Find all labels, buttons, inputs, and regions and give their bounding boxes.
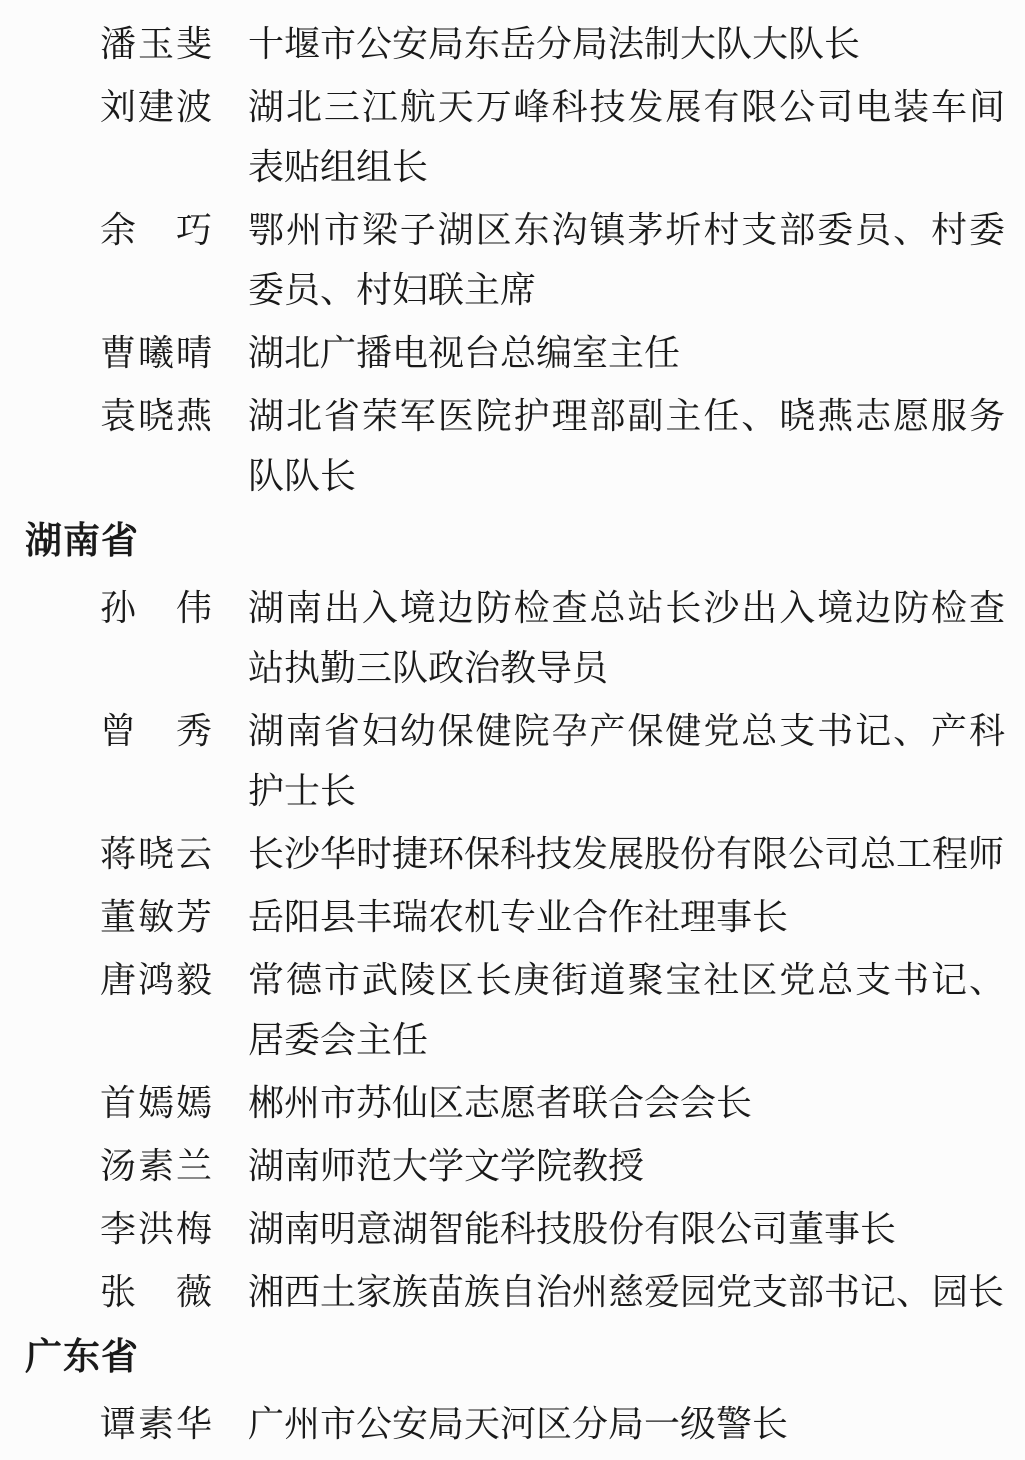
honoree-title <box>248 1394 1005 1454</box>
honoree-title <box>248 1073 1005 1133</box>
honoree-title-line: 鄂州市梁子湖区东沟镇茅圻村支部委员、村委 <box>248 210 1005 250</box>
honoree-entry <box>100 14 1025 74</box>
honoree-title-line: 护士长 <box>248 771 357 811</box>
honoree-entry <box>100 1073 1025 1133</box>
honoree-name: 李洪梅 <box>100 1209 212 1249</box>
honoree-title <box>248 386 1005 506</box>
honoree-title <box>248 701 1005 821</box>
honoree-name: 谭素华 <box>100 1404 212 1444</box>
honoree-entry <box>100 386 1025 506</box>
honoree-entry <box>100 77 1025 197</box>
honoree-name: 袁晓燕 <box>100 396 212 436</box>
honoree-title <box>248 323 1005 383</box>
honoree-title <box>248 1136 1005 1196</box>
honoree-title-line: 湘西土家族苗族自治州慈爱园党支部书记、园长 <box>248 1272 1005 1312</box>
honoree-entry <box>100 1136 1025 1196</box>
honoree-name: 曹曦晴 <box>100 333 212 373</box>
honoree-title-line: 站执勤三队政治教导员 <box>248 648 609 688</box>
honoree-entry <box>100 950 1025 1070</box>
honoree-title-line: 表贴组组长 <box>248 147 429 187</box>
honoree-title <box>248 1262 1005 1322</box>
honoree-name: 张 薇 <box>100 1272 212 1312</box>
honoree-entry <box>100 200 1025 320</box>
honoree-title-line: 湖南出入境边防检查总站长沙出入境边防检查 <box>248 588 1005 628</box>
honoree-name: 曾 秀 <box>100 711 212 751</box>
honoree-title-line: 队队长 <box>248 456 357 496</box>
honoree-name: 董敏芳 <box>100 897 212 937</box>
honoree-entry <box>100 1394 1025 1454</box>
honoree-name: 唐鸿毅 <box>100 960 212 1000</box>
honoree-title <box>248 200 1005 320</box>
honoree-title-line: 广州市公安局天河区分局一级警长 <box>248 1404 789 1444</box>
honoree-entry <box>100 701 1025 821</box>
honoree-entry <box>100 578 1025 698</box>
honoree-title-line: 湖北省荣军医院护理部副主任、晓燕志愿服务 <box>248 396 1005 436</box>
province-header-guangdong: 广东省 <box>25 1337 139 1378</box>
honoree-title-line: 岳阳县丰瑞农机专业合作社理事长 <box>248 897 789 937</box>
honoree-title-line: 郴州市苏仙区志愿者联合会会长 <box>248 1083 753 1123</box>
honoree-entry <box>100 887 1025 947</box>
honoree-title-line: 湖南省妇幼保健院孕产保健党总支书记、产科 <box>248 711 1005 751</box>
honoree-name: 余 巧 <box>100 210 212 250</box>
honoree-name: 孙 伟 <box>100 588 212 628</box>
honoree-title <box>248 887 1005 947</box>
honoree-title <box>248 950 1005 1070</box>
province-header-hunan: 湖南省 <box>25 521 139 562</box>
honoree-title <box>248 14 1005 74</box>
honoree-title <box>248 578 1005 698</box>
honoree-name: 蒋晓云 <box>100 834 212 874</box>
honoree-entry <box>100 323 1025 383</box>
honoree-title <box>248 1199 1005 1259</box>
honoree-name: 刘建波 <box>100 87 212 127</box>
honoree-title-line: 湖北广播电视台总编室主任 <box>248 333 681 373</box>
honoree-name: 首嫣嫣 <box>100 1083 212 1123</box>
honoree-title-line: 十堰市公安局东岳分局法制大队大队长 <box>248 24 861 64</box>
honoree-entry <box>100 1262 1025 1322</box>
honoree-title-line: 湖南师范大学文学院教授 <box>248 1146 645 1186</box>
honoree-name: 潘玉斐 <box>100 24 212 64</box>
honoree-title-line: 湖南明意湖智能科技股份有限公司董事长 <box>248 1209 897 1249</box>
honoree-entry <box>100 1199 1025 1259</box>
honoree-title-line: 长沙华时捷环保科技发展股份有限公司总工程师 <box>248 834 1005 874</box>
honoree-title-line: 委员、村妇联主席 <box>248 270 537 310</box>
honoree-entry <box>100 824 1025 884</box>
honoree-name: 汤素兰 <box>100 1146 212 1186</box>
honoree-title-line: 居委会主任 <box>248 1020 429 1060</box>
honoree-title <box>248 824 1005 884</box>
honoree-title-line: 常德市武陵区长庚街道聚宝社区党总支书记、 <box>248 960 1005 1000</box>
honoree-title <box>248 77 1005 197</box>
honoree-title-line: 湖北三江航天万峰科技发展有限公司电装车间 <box>248 87 1005 127</box>
